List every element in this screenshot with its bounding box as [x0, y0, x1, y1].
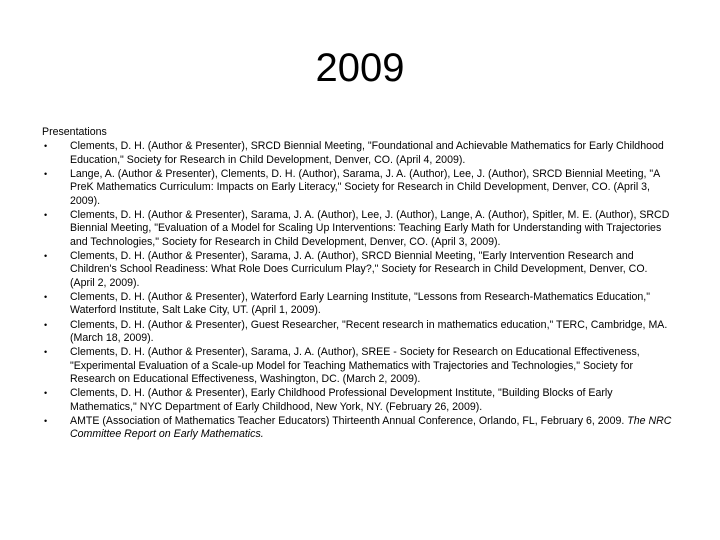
bullet-icon: • — [44, 250, 48, 261]
list-item-text: Clements, D. H. (Author & Presenter), SRCD Biennial Meeting, "Foundational and Achievable Mathematics for Early Childhood Education," Society for Research in Child Development, Denver, CO. (April 4, 2009). — [70, 140, 664, 166]
bullet-icon: • — [44, 209, 48, 220]
bullet-icon: • — [44, 319, 48, 330]
list-item-text: Clements, D. H. (Author & Presenter), Waterford Early Learning Institute, "Lessons from Research-Mathematics Education," Waterford Institute, Salt Lake City, UT. (April 1, 2009). — [70, 290, 651, 317]
list-item — [42, 415, 674, 442]
bullet-icon: • — [44, 347, 48, 358]
list-item-text: Clements, D. H. (Author & Presenter), Sarama, J. A. (Author), SREE - Society for Research on Educational Effectiveness, "Experimental Evaluation of a Scale-up Model for Teaching Mathematics with Trajectories and Technologies," Society for Research on Educational Effectiveness, Washington, DC. (March 2, 2009). — [70, 346, 640, 385]
list-item — [42, 291, 674, 318]
bullet-icon: • — [44, 415, 48, 426]
page-title: 2009 — [315, 46, 405, 90]
list-item-text: Clements, D. H. (Author & Presenter), Sarama, J. A. (Author), Lee, J. (Author), Lange, A. (Author), Spitler, M. E. (Author), SRCD Biennial Meeting, "Evaluation of a Model for Scaling Up Interventions: Teaching Early Math for Understanding with Trajectories and Technologies," Society for Research in Child Development, Denver, CO. (April 3, 2009). — [70, 208, 670, 248]
list-item — [42, 346, 674, 386]
slide-body — [42, 126, 674, 443]
list-item — [42, 387, 674, 414]
list-item-text: Clements, D. H. (Author & Presenter), Sarama, J. A. (Author), SRCD Biennial Meeting, "Early Intervention Research and Children's School Readiness: What Role Does Curriculum Play?," Society for Research in Child Development, Denver, CO. (April 2, 2009). — [70, 249, 648, 289]
section-heading: Presentations — [42, 126, 107, 138]
list-item-text: AMTE (Association of Mathematics Teacher Educators) Thirteenth Annual Conference, Orlando, FL, February 6, 2009. — [70, 414, 628, 427]
list-item-text: Clements, D. H. (Author & Presenter), Early Childhood Professional Development Institute, "Building Blocks of Early Mathematics," NYC Department of Early Childhood, New York, NY. (February 26, 2009). — [70, 387, 613, 413]
list-item-text: Lange, A. (Author & Presenter), Clements, D. H. (Author), Sarama, J. A. (Author), Lee, J. (Author), SRCD Biennial Meeting, "A PreK Mathematics Curriculum: Impacts on Early Literacy," Society for Research in Child Development, Denver, CO. (April 3, 2009). — [70, 167, 660, 207]
list-item-text: Clements, D. H. (Author & Presenter), Guest Researcher, "Recent research in mathematics education," TERC, Cambridge, MA. (March 18, 2009). — [70, 318, 668, 344]
list-item — [42, 140, 674, 167]
bullet-icon: • — [44, 168, 48, 179]
bullet-icon: • — [44, 291, 48, 302]
list-item-italic-title: The NRC Committee Report on Early Mathematics. — [70, 414, 672, 441]
list-item — [42, 250, 674, 290]
list-item — [42, 168, 674, 208]
list-item — [42, 319, 674, 346]
bullet-icon: • — [44, 388, 48, 399]
presentation-list — [42, 140, 674, 441]
list-item — [42, 209, 674, 249]
bullet-icon: • — [44, 141, 48, 152]
